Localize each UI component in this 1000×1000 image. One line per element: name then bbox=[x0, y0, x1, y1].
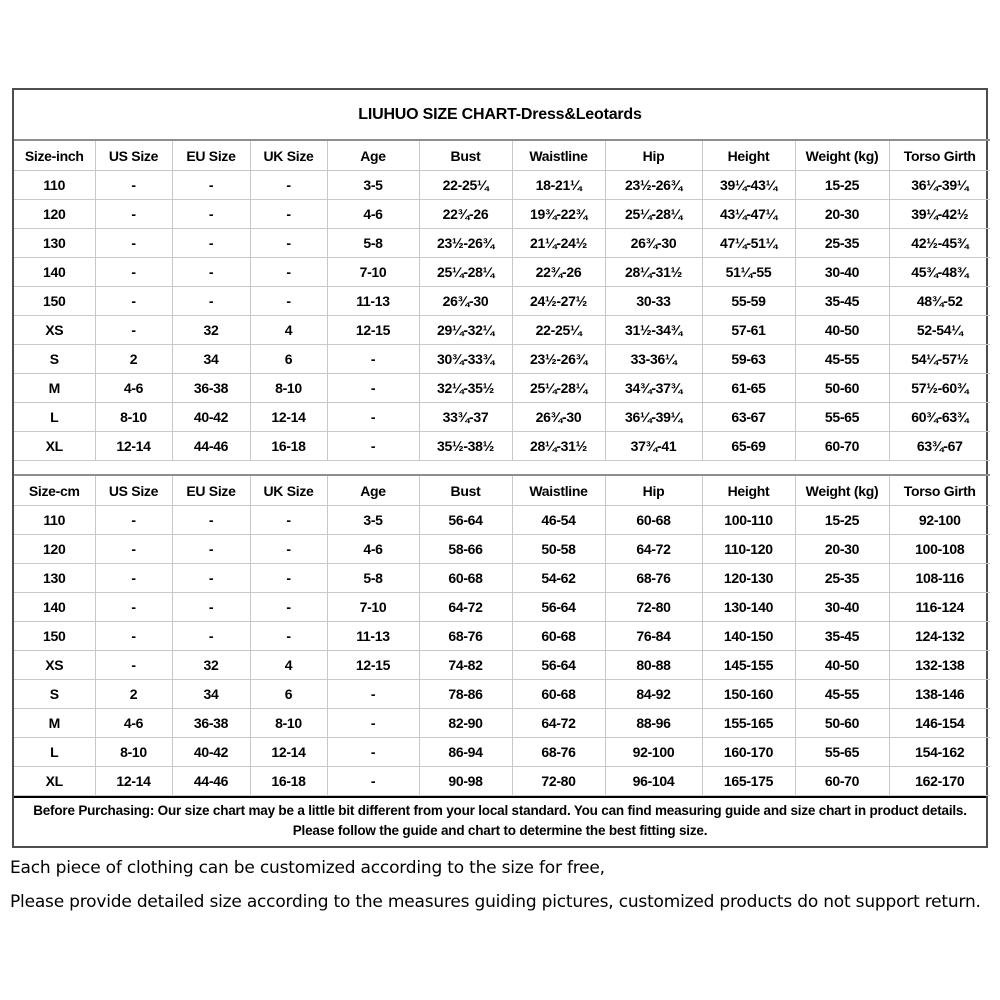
table-cell: 12-15 bbox=[327, 316, 419, 345]
table-cell: - bbox=[95, 171, 172, 200]
table-row bbox=[14, 258, 990, 287]
table-cell: 92-100 bbox=[605, 738, 702, 767]
size-label: M bbox=[14, 374, 95, 403]
table-cell: - bbox=[250, 564, 327, 593]
table-cell: 54¼-57½ bbox=[889, 345, 990, 374]
table-cell: 33-36¼ bbox=[605, 345, 702, 374]
table-cell: 100-108 bbox=[889, 535, 990, 564]
table-row bbox=[14, 229, 990, 258]
table-row bbox=[14, 738, 990, 767]
table-row bbox=[14, 767, 990, 796]
table-cell: 37¾-41 bbox=[605, 432, 702, 461]
table-cell: 50-60 bbox=[795, 709, 889, 738]
table-cell: 60-68 bbox=[605, 506, 702, 535]
table-cell: 60¾-63¾ bbox=[889, 403, 990, 432]
table-cell: 36-38 bbox=[172, 709, 250, 738]
table-cell: - bbox=[95, 506, 172, 535]
table-cell: 26¾-30 bbox=[419, 287, 512, 316]
table-cell: 56-64 bbox=[512, 651, 605, 680]
table-cell: 18-21¼ bbox=[512, 171, 605, 200]
table-row bbox=[14, 651, 990, 680]
table-cell: 68-76 bbox=[512, 738, 605, 767]
table-cell: 130-140 bbox=[702, 593, 795, 622]
table-cell: 40-50 bbox=[795, 316, 889, 345]
size-label: L bbox=[14, 403, 95, 432]
table-cell: 21¼-24½ bbox=[512, 229, 605, 258]
chart-title: LIUHUO SIZE CHART-Dress&Leotards bbox=[358, 105, 642, 123]
table-cell: - bbox=[327, 680, 419, 709]
table-cell: 100-110 bbox=[702, 506, 795, 535]
table-cell: - bbox=[172, 229, 250, 258]
column-header: Hip bbox=[605, 475, 702, 506]
table-cell: - bbox=[250, 287, 327, 316]
column-header: Size-cm bbox=[14, 475, 95, 506]
purchase-note: Before Purchasing: Our size chart may be a little bit different from your local standard. You can find measuring guide and size chart in product details. Please follow the guide and chart to determine the best fitting size. bbox=[14, 796, 986, 846]
table-cell: 54-62 bbox=[512, 564, 605, 593]
table-cell: - bbox=[250, 200, 327, 229]
table-cell: 86-94 bbox=[419, 738, 512, 767]
size-label: 120 bbox=[14, 200, 95, 229]
table-cell: 60-68 bbox=[419, 564, 512, 593]
table-cell: 15-25 bbox=[795, 171, 889, 200]
size-label: 130 bbox=[14, 564, 95, 593]
table-cell: 50-60 bbox=[795, 374, 889, 403]
table-cell: - bbox=[327, 345, 419, 374]
table-cell: 19¾-22¾ bbox=[512, 200, 605, 229]
table-cell: 44-46 bbox=[172, 432, 250, 461]
table-cell: 57-61 bbox=[702, 316, 795, 345]
table-cell: - bbox=[95, 287, 172, 316]
table-cell: 45¾-48¾ bbox=[889, 258, 990, 287]
table-cell: 63-67 bbox=[702, 403, 795, 432]
column-header: Waistline bbox=[512, 140, 605, 171]
table-cell: 78-86 bbox=[419, 680, 512, 709]
table-cell: 4 bbox=[250, 651, 327, 680]
table-cell: - bbox=[95, 593, 172, 622]
table-cell: 51¼-55 bbox=[702, 258, 795, 287]
table-cell: - bbox=[250, 506, 327, 535]
table-cell: 4-6 bbox=[327, 200, 419, 229]
customization-note-line1: Each piece of clothing can be customized according to the size for free, bbox=[10, 858, 605, 878]
table-cell: 60-70 bbox=[795, 767, 889, 796]
table-cell: 40-42 bbox=[172, 403, 250, 432]
size-label: 140 bbox=[14, 258, 95, 287]
table-spacer bbox=[14, 461, 986, 474]
table-cell: - bbox=[250, 229, 327, 258]
table-cell: 22¾-26 bbox=[512, 258, 605, 287]
table-row bbox=[14, 709, 990, 738]
table-cell: 55-65 bbox=[795, 738, 889, 767]
table-cell: 36-38 bbox=[172, 374, 250, 403]
table-cell: 11-13 bbox=[327, 622, 419, 651]
table-cell: 36¼-39¼ bbox=[605, 403, 702, 432]
table-cell: 60-68 bbox=[512, 680, 605, 709]
table-cell: - bbox=[250, 171, 327, 200]
column-header: Waistline bbox=[512, 475, 605, 506]
table-cell: - bbox=[327, 374, 419, 403]
table-row bbox=[14, 535, 990, 564]
table-row bbox=[14, 316, 990, 345]
table-cell: 35-45 bbox=[795, 622, 889, 651]
column-header: Height bbox=[702, 140, 795, 171]
table-cell: 24½-27½ bbox=[512, 287, 605, 316]
table-cell: 26¾-30 bbox=[512, 403, 605, 432]
table-cell: - bbox=[327, 767, 419, 796]
table-cell: - bbox=[172, 171, 250, 200]
table-cell: 110-120 bbox=[702, 535, 795, 564]
table-cell: 90-98 bbox=[419, 767, 512, 796]
table-cell: 30-40 bbox=[795, 593, 889, 622]
table-cell: 145-155 bbox=[702, 651, 795, 680]
table-cell: 30¾-33¾ bbox=[419, 345, 512, 374]
column-header: Torso Girth bbox=[889, 475, 990, 506]
column-header: Weight (kg) bbox=[795, 140, 889, 171]
table-cell: 74-82 bbox=[419, 651, 512, 680]
table-cell: 60-68 bbox=[512, 622, 605, 651]
table-cell: - bbox=[172, 535, 250, 564]
table-row bbox=[14, 506, 990, 535]
table-cell: 138-146 bbox=[889, 680, 990, 709]
table-cell: 28¼-31½ bbox=[512, 432, 605, 461]
table-cell: 120-130 bbox=[702, 564, 795, 593]
table-cell: 12-14 bbox=[250, 738, 327, 767]
table-cell: 146-154 bbox=[889, 709, 990, 738]
table-cell: 35-45 bbox=[795, 287, 889, 316]
table-cell: - bbox=[327, 738, 419, 767]
table-cell: 3-5 bbox=[327, 506, 419, 535]
table-row bbox=[14, 200, 990, 229]
table-cell: 82-90 bbox=[419, 709, 512, 738]
table-cell: 25-35 bbox=[795, 229, 889, 258]
table-cell: 64-72 bbox=[512, 709, 605, 738]
table-cell: 42½-45¾ bbox=[889, 229, 990, 258]
table-cell: 39¼-42½ bbox=[889, 200, 990, 229]
column-header: Bust bbox=[419, 475, 512, 506]
column-header: US Size bbox=[95, 475, 172, 506]
table-row bbox=[14, 564, 990, 593]
table-cell: - bbox=[172, 200, 250, 229]
table-cell: 34¾-37¾ bbox=[605, 374, 702, 403]
table-cell: 132-138 bbox=[889, 651, 990, 680]
size-label: 140 bbox=[14, 593, 95, 622]
table-cell: 32 bbox=[172, 316, 250, 345]
size-table-cm bbox=[14, 474, 990, 796]
table-cell: - bbox=[327, 709, 419, 738]
table-cell: 22-25¼ bbox=[419, 171, 512, 200]
table-cell: 32 bbox=[172, 651, 250, 680]
table-row bbox=[14, 680, 990, 709]
table-cell: 20-30 bbox=[795, 200, 889, 229]
table-row bbox=[14, 374, 990, 403]
table-cell: 28¼-31½ bbox=[605, 258, 702, 287]
size-label: S bbox=[14, 345, 95, 374]
table-cell: 140-150 bbox=[702, 622, 795, 651]
table-cell: - bbox=[172, 506, 250, 535]
table-cell: 25-35 bbox=[795, 564, 889, 593]
table-cell: - bbox=[327, 432, 419, 461]
table-cell: 12-15 bbox=[327, 651, 419, 680]
table-cell: 63¾-67 bbox=[889, 432, 990, 461]
size-label: XS bbox=[14, 651, 95, 680]
column-header: Height bbox=[702, 475, 795, 506]
size-label: 150 bbox=[14, 622, 95, 651]
table-cell: - bbox=[327, 403, 419, 432]
table-cell: 60-70 bbox=[795, 432, 889, 461]
size-label: 130 bbox=[14, 229, 95, 258]
table-cell: 116-124 bbox=[889, 593, 990, 622]
table-cell: 165-175 bbox=[702, 767, 795, 796]
column-header: Bust bbox=[419, 140, 512, 171]
table-cell: 16-18 bbox=[250, 432, 327, 461]
table-cell: - bbox=[250, 535, 327, 564]
column-header: UK Size bbox=[250, 140, 327, 171]
table-cell: 150-160 bbox=[702, 680, 795, 709]
size-label: L bbox=[14, 738, 95, 767]
table-cell: 4 bbox=[250, 316, 327, 345]
table-cell: 8-10 bbox=[250, 709, 327, 738]
table-row bbox=[14, 593, 990, 622]
table-cell: 80-88 bbox=[605, 651, 702, 680]
table-cell: 12-14 bbox=[95, 432, 172, 461]
table-cell: - bbox=[95, 651, 172, 680]
table-cell: 43¼-47¼ bbox=[702, 200, 795, 229]
table-row bbox=[14, 171, 990, 200]
table-cell: 35½-38½ bbox=[419, 432, 512, 461]
table-cell: 5-8 bbox=[327, 564, 419, 593]
table-cell: 20-30 bbox=[795, 535, 889, 564]
table-cell: 46-54 bbox=[512, 506, 605, 535]
table-cell: 12-14 bbox=[250, 403, 327, 432]
table-cell: - bbox=[95, 316, 172, 345]
column-header: Age bbox=[327, 475, 419, 506]
table-cell: 8-10 bbox=[95, 738, 172, 767]
table-cell: 8-10 bbox=[95, 403, 172, 432]
table-cell: 48¾-52 bbox=[889, 287, 990, 316]
table-cell: 56-64 bbox=[419, 506, 512, 535]
size-label: XS bbox=[14, 316, 95, 345]
table-cell: 47¼-51¼ bbox=[702, 229, 795, 258]
header-row bbox=[14, 140, 990, 171]
table-cell: 55-59 bbox=[702, 287, 795, 316]
table-cell: 92-100 bbox=[889, 506, 990, 535]
table-cell: 64-72 bbox=[605, 535, 702, 564]
table-cell: - bbox=[95, 564, 172, 593]
table-cell: - bbox=[250, 593, 327, 622]
column-header: Size-inch bbox=[14, 140, 95, 171]
table-cell: 76-84 bbox=[605, 622, 702, 651]
table-cell: 26¾-30 bbox=[605, 229, 702, 258]
table-cell: 6 bbox=[250, 345, 327, 374]
table-cell: 160-170 bbox=[702, 738, 795, 767]
table-cell: 6 bbox=[250, 680, 327, 709]
table-cell: 4-6 bbox=[95, 709, 172, 738]
table-cell: 33¾-37 bbox=[419, 403, 512, 432]
table-cell: 56-64 bbox=[512, 593, 605, 622]
column-header: EU Size bbox=[172, 140, 250, 171]
table-cell: 22-25¼ bbox=[512, 316, 605, 345]
table-cell: - bbox=[172, 564, 250, 593]
size-label: 110 bbox=[14, 171, 95, 200]
table-cell: 40-50 bbox=[795, 651, 889, 680]
table-cell: 23½-26¾ bbox=[419, 229, 512, 258]
table-cell: - bbox=[250, 622, 327, 651]
size-label: XL bbox=[14, 767, 95, 796]
table-cell: 30-40 bbox=[795, 258, 889, 287]
table-cell: 11-13 bbox=[327, 287, 419, 316]
table-cell: 57½-60¾ bbox=[889, 374, 990, 403]
table-cell: 64-72 bbox=[419, 593, 512, 622]
table-cell: 108-116 bbox=[889, 564, 990, 593]
table-cell: 162-170 bbox=[889, 767, 990, 796]
size-label: M bbox=[14, 709, 95, 738]
table-cell: - bbox=[95, 200, 172, 229]
table-cell: 25¼-28¼ bbox=[512, 374, 605, 403]
table-cell: 5-8 bbox=[327, 229, 419, 258]
table-cell: 45-55 bbox=[795, 345, 889, 374]
size-label: XL bbox=[14, 432, 95, 461]
column-header: EU Size bbox=[172, 475, 250, 506]
table-cell: - bbox=[95, 535, 172, 564]
table-cell: 52-54¼ bbox=[889, 316, 990, 345]
table-cell: 4-6 bbox=[95, 374, 172, 403]
table-cell: 39¼-43¼ bbox=[702, 171, 795, 200]
table-cell: - bbox=[250, 258, 327, 287]
size-table-inch bbox=[14, 139, 990, 461]
table-cell: 25¼-28¼ bbox=[419, 258, 512, 287]
table-cell: 30-33 bbox=[605, 287, 702, 316]
column-header: Torso Girth bbox=[889, 140, 990, 171]
table-cell: 31½-34¾ bbox=[605, 316, 702, 345]
table-cell: 155-165 bbox=[702, 709, 795, 738]
table-cell: 34 bbox=[172, 345, 250, 374]
size-chart-sheet bbox=[12, 88, 988, 848]
table-cell: - bbox=[172, 593, 250, 622]
table-row bbox=[14, 432, 990, 461]
column-header: US Size bbox=[95, 140, 172, 171]
table-cell: 32¼-35½ bbox=[419, 374, 512, 403]
table-cell: 72-80 bbox=[512, 767, 605, 796]
table-cell: 2 bbox=[95, 345, 172, 374]
table-cell: 59-63 bbox=[702, 345, 795, 374]
size-label: S bbox=[14, 680, 95, 709]
customization-note-line2: Please provide detailed size according to the measures guiding pictures, customized products do not support return. bbox=[10, 892, 981, 912]
table-row bbox=[14, 403, 990, 432]
table-cell: 22¾-26 bbox=[419, 200, 512, 229]
table-cell: 16-18 bbox=[250, 767, 327, 796]
header-row bbox=[14, 475, 990, 506]
table-cell: 34 bbox=[172, 680, 250, 709]
table-cell: - bbox=[172, 258, 250, 287]
column-header: Age bbox=[327, 140, 419, 171]
table-cell: - bbox=[95, 229, 172, 258]
table-cell: 15-25 bbox=[795, 506, 889, 535]
table-cell: 8-10 bbox=[250, 374, 327, 403]
table-cell: - bbox=[172, 622, 250, 651]
size-label: 120 bbox=[14, 535, 95, 564]
table-cell: 36¼-39¼ bbox=[889, 171, 990, 200]
table-cell: - bbox=[95, 258, 172, 287]
size-label: 110 bbox=[14, 506, 95, 535]
column-header: Hip bbox=[605, 140, 702, 171]
table-cell: 25¼-28¼ bbox=[605, 200, 702, 229]
table-row bbox=[14, 345, 990, 374]
table-cell: 68-76 bbox=[605, 564, 702, 593]
table-cell: - bbox=[172, 287, 250, 316]
table-cell: 29¼-32¼ bbox=[419, 316, 512, 345]
table-cell: 3-5 bbox=[327, 171, 419, 200]
table-cell: 50-58 bbox=[512, 535, 605, 564]
table-row bbox=[14, 287, 990, 316]
table-cell: 40-42 bbox=[172, 738, 250, 767]
size-label: 150 bbox=[14, 287, 95, 316]
column-header: Weight (kg) bbox=[795, 475, 889, 506]
table-cell: 23½-26¾ bbox=[512, 345, 605, 374]
table-cell: 7-10 bbox=[327, 258, 419, 287]
table-cell: 45-55 bbox=[795, 680, 889, 709]
table-cell: 12-14 bbox=[95, 767, 172, 796]
table-cell: 61-65 bbox=[702, 374, 795, 403]
table-cell: 68-76 bbox=[419, 622, 512, 651]
table-cell: 84-92 bbox=[605, 680, 702, 709]
table-cell: 88-96 bbox=[605, 709, 702, 738]
table-cell: 58-66 bbox=[419, 535, 512, 564]
column-header: UK Size bbox=[250, 475, 327, 506]
table-cell: 55-65 bbox=[795, 403, 889, 432]
table-cell: 124-132 bbox=[889, 622, 990, 651]
table-cell: 44-46 bbox=[172, 767, 250, 796]
table-cell: 65-69 bbox=[702, 432, 795, 461]
table-cell: 23½-26¾ bbox=[605, 171, 702, 200]
table-cell: 154-162 bbox=[889, 738, 990, 767]
table-cell: 4-6 bbox=[327, 535, 419, 564]
table-cell: 96-104 bbox=[605, 767, 702, 796]
table-cell: 7-10 bbox=[327, 593, 419, 622]
table-cell: 2 bbox=[95, 680, 172, 709]
table-cell: - bbox=[95, 622, 172, 651]
table-row bbox=[14, 622, 990, 651]
table-cell: 72-80 bbox=[605, 593, 702, 622]
